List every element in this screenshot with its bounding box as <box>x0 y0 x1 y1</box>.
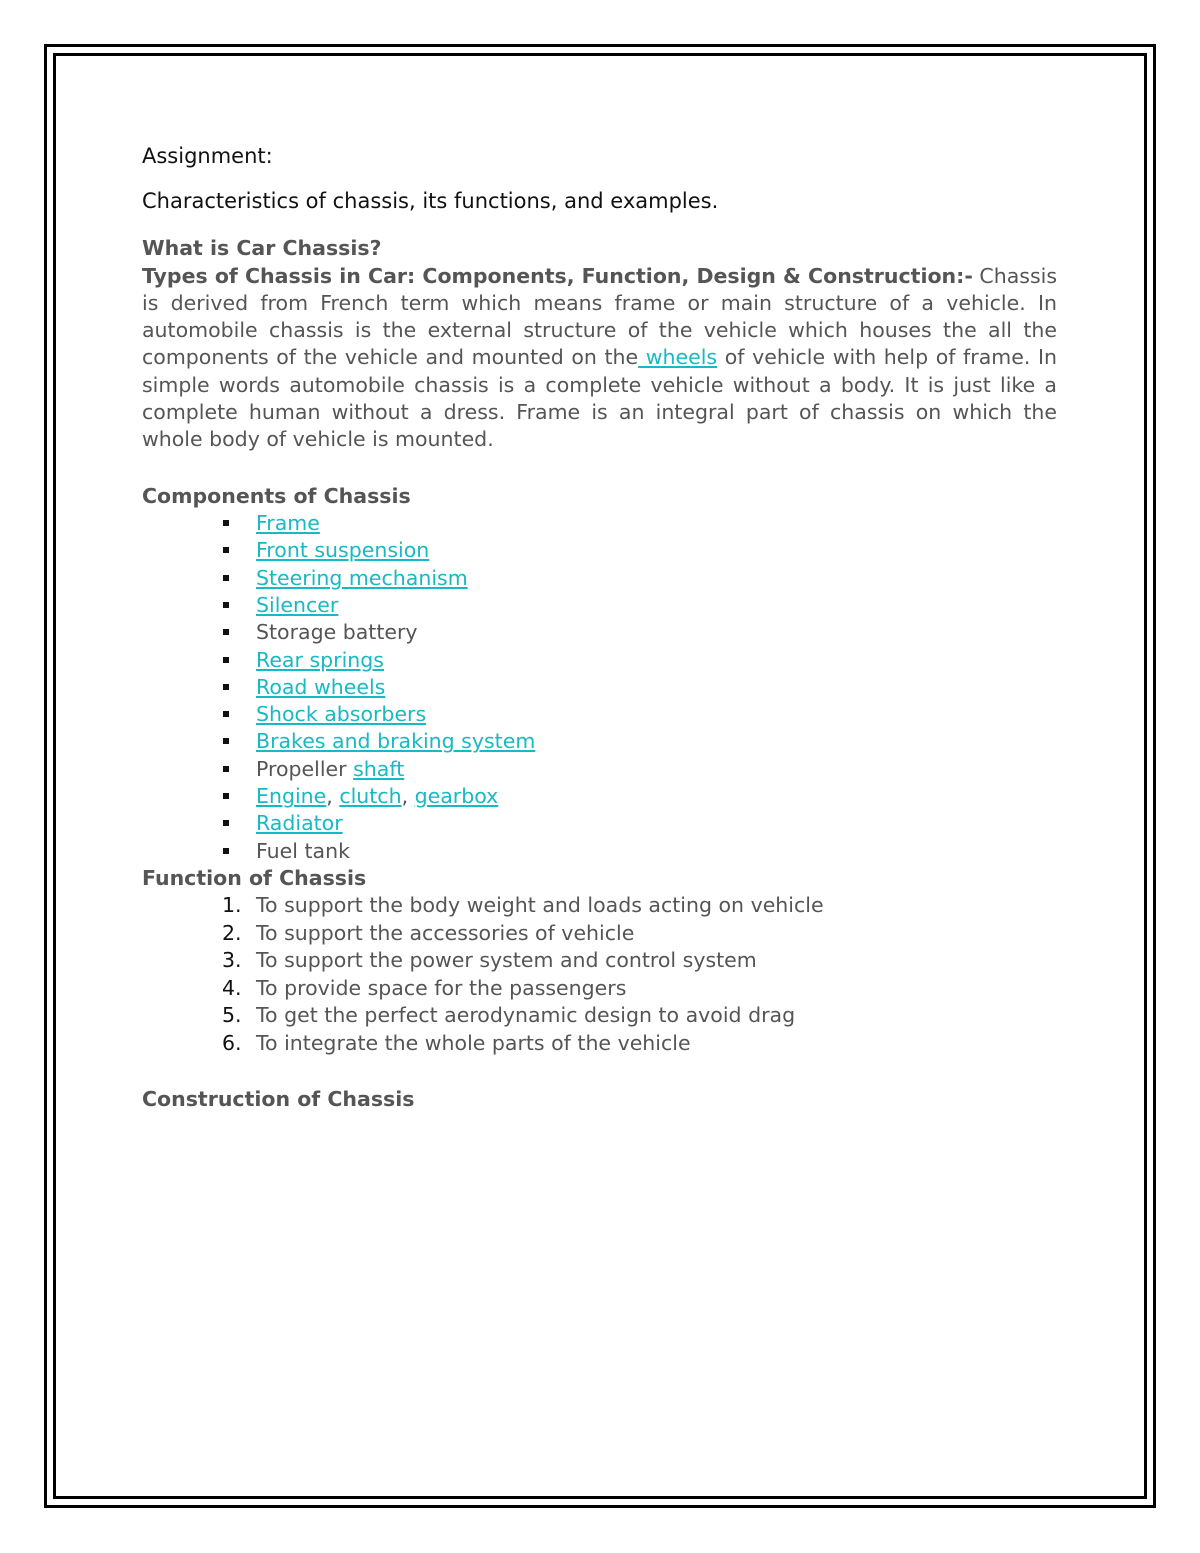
component-link-front-suspension[interactable]: Front suspension <box>256 538 430 563</box>
intro-text-1: Chassis is derived from French term which means frame or main structure of a vehicle. In automobile chassis is the external structure of the vehicle which houses the all the components of the vehicle and mounted on the <box>142 263 1058 370</box>
separator: , <box>401 784 415 809</box>
function-text: To integrate the whole parts of the vehicle <box>256 1030 691 1055</box>
list-number: 3. <box>222 948 242 973</box>
list-item <box>222 701 1057 728</box>
bullet-icon <box>223 738 229 744</box>
component-link-engine[interactable]: Engine <box>256 784 327 809</box>
function-text: To support the power system and control system <box>256 948 757 973</box>
list-item <box>222 1002 1057 1030</box>
component-link-frame[interactable]: Frame <box>256 511 320 536</box>
component-link-shock-absorbers[interactable]: Shock absorbers <box>256 702 427 727</box>
function-text: To get the perfect aerodynamic design to avoid drag <box>256 1003 796 1028</box>
list-item <box>222 647 1057 674</box>
list-item <box>222 619 1057 646</box>
list-item <box>222 947 1057 975</box>
intro-text-2: of vehicle with help of frame. In simple words automobile chassis is a complete vehicle without a body. It is just like a complete human without a dress. Frame is an integral part of chassis on which the whole body of vehicle is mounted. <box>142 345 1057 452</box>
component-link-road-wheels[interactable]: Road wheels <box>256 674 386 699</box>
list-item <box>222 920 1057 948</box>
list-item <box>222 674 1057 701</box>
component-text-propeller: Propeller <box>256 756 354 781</box>
component-link-gearbox[interactable]: gearbox <box>414 784 499 809</box>
component-link-silencer[interactable]: Silencer <box>256 592 339 617</box>
list-item <box>222 1030 1057 1058</box>
list-item <box>222 838 1057 865</box>
bullet-icon <box>223 657 229 663</box>
separator: , <box>326 784 340 809</box>
components-list <box>142 510 1057 865</box>
function-text: To provide space for the passengers <box>256 975 627 1000</box>
function-text: To support the body weight and loads acting on vehicle <box>256 893 824 918</box>
list-item <box>222 565 1057 592</box>
assignment-label: Assignment: <box>142 144 273 168</box>
list-item <box>222 728 1057 755</box>
component-link-radiator[interactable]: Radiator <box>256 811 343 836</box>
component-text-fuel-tank: Fuel tank <box>256 838 350 863</box>
function-heading: Function of Chassis <box>142 865 367 890</box>
list-item <box>222 510 1057 537</box>
intro-bold-lead: Types of Chassis in Car: Components, Function, Design & Construction:- <box>142 263 973 288</box>
bullet-icon <box>223 848 229 854</box>
list-number: 5. <box>222 1003 242 1028</box>
list-item <box>222 756 1057 783</box>
component-link-steering-mechanism[interactable]: Steering mechanism <box>256 565 468 590</box>
list-number: 4. <box>222 975 242 1000</box>
list-item <box>222 810 1057 837</box>
wheels-link[interactable]: wheels <box>638 345 718 370</box>
list-item <box>222 892 1057 920</box>
bullet-icon <box>223 820 229 826</box>
assignment-subtitle: Characteristics of chassis, its functions, and examples. <box>142 189 719 213</box>
bullet-icon <box>223 575 229 581</box>
construction-heading: Construction of Chassis <box>142 1087 415 1112</box>
list-item <box>222 592 1057 619</box>
components-heading: Components of Chassis <box>142 483 411 508</box>
component-link-rear-springs[interactable]: Rear springs <box>256 647 384 672</box>
bullet-icon <box>223 629 229 635</box>
component-text-storage-battery: Storage battery <box>256 620 418 645</box>
function-text: To support the accessories of vehicle <box>256 920 635 945</box>
list-number: 2. <box>222 920 242 945</box>
component-link-brakes[interactable]: Brakes and braking system <box>256 729 536 754</box>
bullet-icon <box>223 602 229 608</box>
component-link-clutch[interactable]: clutch <box>339 784 402 809</box>
intro-paragraph <box>142 263 1057 454</box>
list-item <box>222 537 1057 564</box>
bullet-icon <box>223 520 229 526</box>
bullet-icon <box>223 711 229 717</box>
bullet-icon <box>223 793 229 799</box>
document-content <box>142 142 1057 1114</box>
bullet-icon <box>223 766 229 772</box>
list-item <box>222 975 1057 1003</box>
functions-list <box>142 892 1057 1057</box>
list-number: 1. <box>222 893 242 918</box>
list-item <box>222 783 1057 810</box>
bullet-icon <box>223 684 229 690</box>
bullet-icon <box>223 547 229 553</box>
list-number: 6. <box>222 1030 242 1055</box>
component-link-shaft[interactable]: shaft <box>353 756 405 781</box>
what-is-chassis-heading: What is Car Chassis? <box>142 236 382 260</box>
